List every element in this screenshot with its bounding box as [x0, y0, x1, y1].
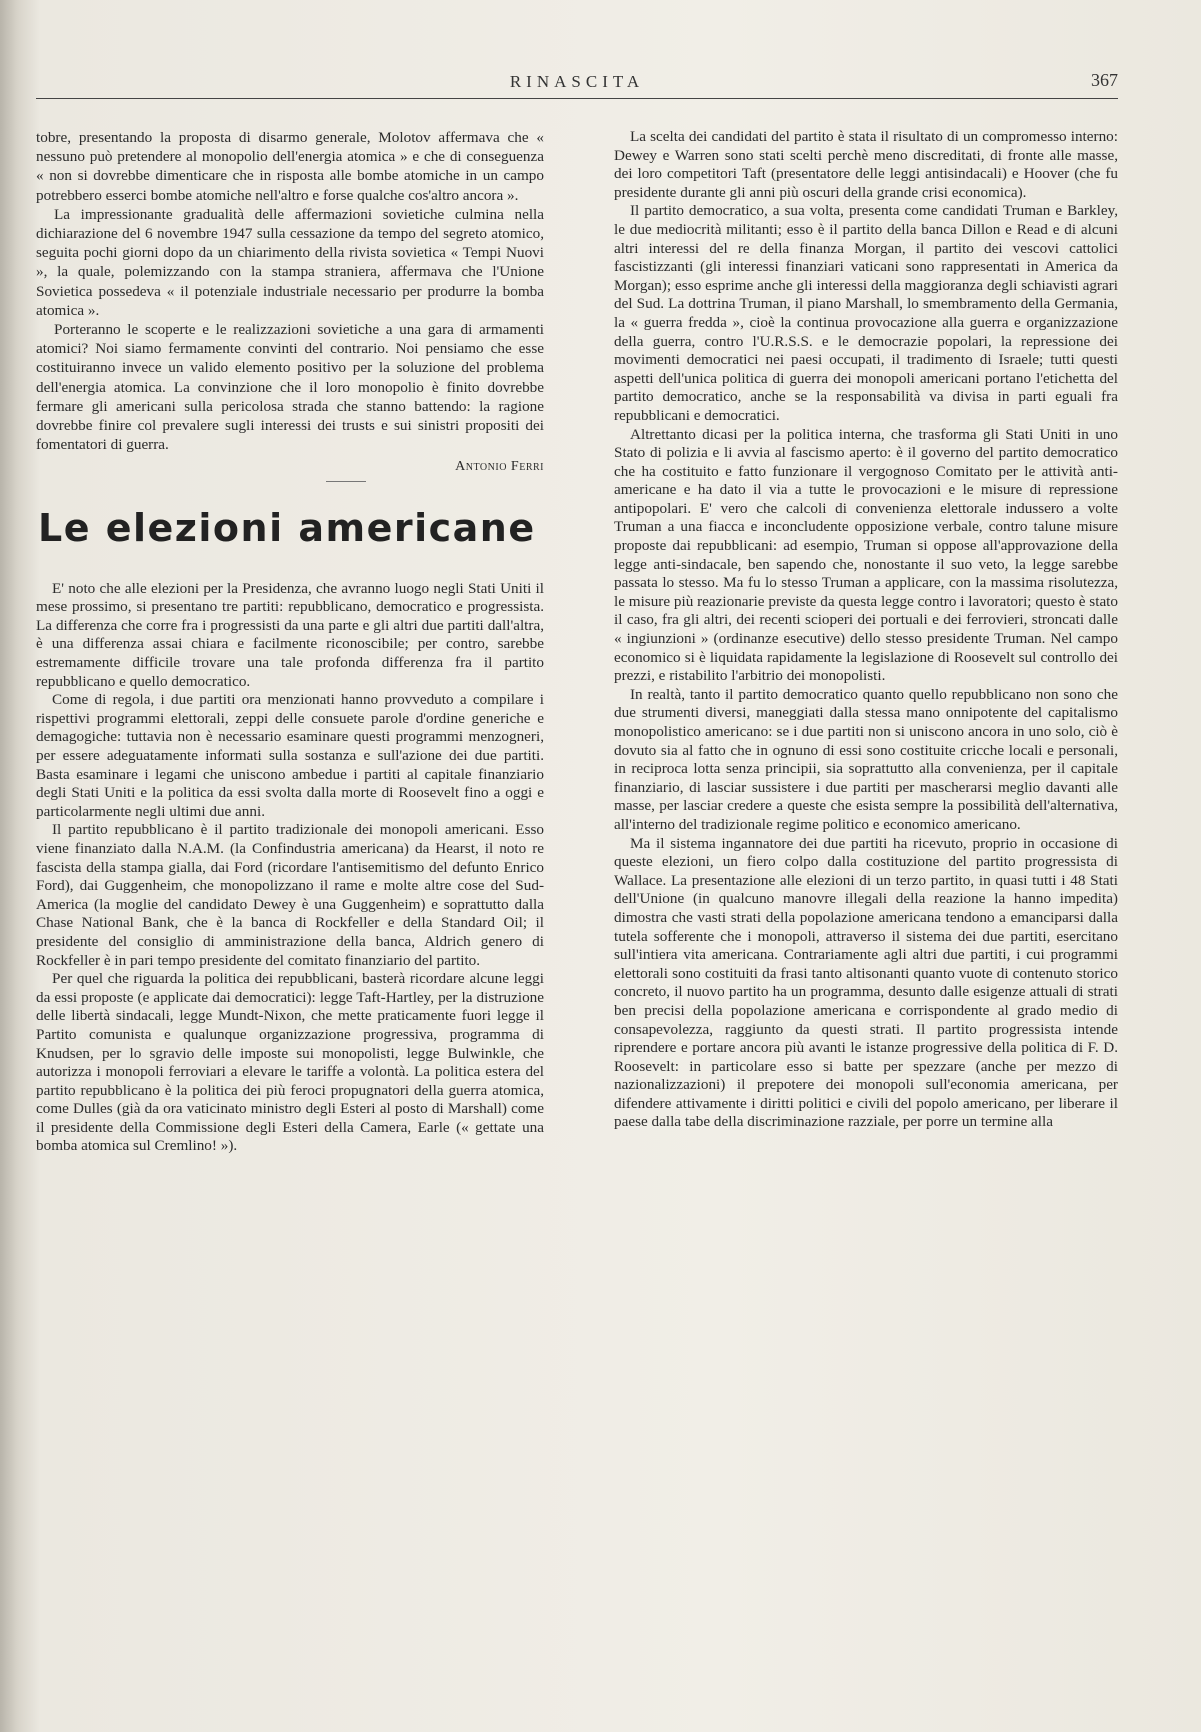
page-number: 367: [1091, 70, 1118, 90]
article-paragraph: E' noto che alle elezioni per la Presidenza, che avranno luogo negli Stati Uniti il mese prossimo, si presentano tre partiti: repubblicano, democratico e progressista. La differenza che corre fra i progressisti da una parte e gli altri due partiti dall'altra, è una differenza assai chiara e facilmente riconoscibile; per contro, sarebbe estremamente difficile trovare una tale profonda differenza fra il partito repubblicano e quello democratico.: [36, 579, 544, 690]
article-paragraph: Ma il sistema ingannatore dei due partiti ha ricevuto, proprio in occasione di queste elezioni, un fiero colpo dalla costituzione del partito progressista di Wallace. La presentazione alle elezioni di un terzo partito, in quasi tutti i 48 Stati dell'Unione (in qualcuno manovre illegali della reazione la hanno impedita) dimostra che vasti strati della popolazione americana tendono a emanciparsi dalla tutela sofferente che i monopoli, attraverso il sistema dei due partiti, esercitano sull'intiera vita americana. Contrariamente agli altri due partiti, i cui programmi elettorali sono costituiti da frasi tanto altisonanti quanto vuote di contenuto storico concreto, il nuovo partito ha un programma, desunto dalle esigenze attuali di strati ben precisi della popolazione americana e corrispondente al grado medio di consapevolezza, raggiunto da questi strati. Il partito progressista intende riprendere e portare ancora più avanti le istanze progressive della politica di F. D. Roosevelt: in particolare esso si batte per spezzare (anche per mezzo di nazionalizzazioni) il prepotere dei monopoli sull'economia americana, per difendere attivamente i diritti politici e civili del popolo americano, per liberare il paese dalla tabe della discriminazione razziale, per porre un termine alla: [614, 834, 1118, 1131]
prev-article-paragraph: tobre, presentando la proposta di disarmo generale, Molotov affermava che « nessuno può pretendere al monopolio dell'energia atomica » e che di conseguenza « non si dovrebbe dimenticare che in risposta alle bombe atomiche in un campo potrebbero esserci bombe atomiche nell'altro e forse qualche cos'altro ancora ».: [36, 129, 544, 204]
prev-article-paragraph: La impressionante gradualità delle affermazioni sovietiche culmina nella dichiarazione del 6 novembre 1947 sulla cessazione da tempo del segreto atomico, seguita pochi giorni dopo da un chiarimento della rivista sovietica « Tempi Nuovi », la quale, polemizzando con la stampa straniera, affermava che l'Unione Sovietica possedeva « il potenziale industriale necessario per produrre la bomba atomica ».: [36, 205, 544, 319]
page-header: [36, 70, 1118, 100]
right-column: [614, 128, 1118, 1132]
article-paragraph: In realtà, tanto il partito democratico quanto quello repubblicano non sono che due strumenti diversi, maneggiati dalla stessa mano onnipotente del capitalismo monopolistico americano: se i due partiti non si uniscono ancora in uno solo, ciò è dovuto sia al fatto che in ognuno di essi sono costituite cricche locali e personali, in reciproca lotta senza principii, sia soprattutto alla convenienza, per il capitale finanziario, di lasciar sussistere i due partiti per mascherarsi meglio davanti alle masse, per lasciar credere a queste che esista sempre la possibilità dell'alternativa, all'interno del tradizionale regime politico e economico americano.: [614, 685, 1118, 833]
article-body-left: [36, 580, 544, 1156]
section-separator: [326, 481, 366, 482]
article-headline: Le elezioni americane: [38, 505, 536, 550]
article-paragraph: Come di regola, i due partiti ora menzionati hanno provveduto a compilare i rispettivi programmi elettorali, zeppi delle consuete parole d'ordine generiche e demagogiche: tuttavia non è necessario esaminare questi programmi menzogneri, per essere adeguatamente informati sulla sostanza e sull'azione dei due partiti. Basta esaminare i legami che uniscono ambedue i partiti al capitale finanziario degli Stati Uniti e la politica da essi svolta dalla morte di Roosevelt fino a oggi e particolarmente negli ultimi due anni.: [36, 691, 544, 820]
article-paragraph: La scelta dei candidati del partito è stata il risultato di un compromesso interno: Dewey e Warren sono stati scelti perchè meno discreditati, di fronte alle masse, dei loro competitori Taft (presentatore delle leggi antisindacali) e Hoover (che fu presidente durante gli anni più oscuri della grande crisi economica).: [614, 128, 1118, 201]
prev-article-paragraph: Porteranno le scoperte e le realizzazioni sovietiche a una gara di armamenti atomici? Noi siamo fermamente convinti del contrario. Noi pensiamo che esse costituiranno invece un valido elemento positivo per la soluzione del problema dell'energia atomica. La convinzione che il loro monopolio è finito dovrebbe fermare gli americani sulla pericolosa strada che stanno battendo: la ragione dovrebbe finire col prevalere sugli interessi dei trusts e sui sinistri propositi dei fomentatori di guerra.: [36, 321, 544, 454]
author-signature: Antonio Ferri: [455, 459, 544, 475]
left-column: [36, 128, 544, 1156]
header-rule: [36, 98, 1118, 99]
article-paragraph: Per quel che riguarda la politica dei repubblicani, basterà ricordare alcune leggi da essi proposte (e applicate dai democratici): legge Taft-Hartley, per la distruzione delle libertà sindacali, legge Mundt-Nixon, che mette praticamente fuori legge il Partito comunista e qualunque organizzazione progressiva, programma di Knudsen, per lo sgravio delle imposte sui monopolisti, legge Bulwinkle, che autorizza i monopoli ferroviari a elevare le tariffe a volontà. La politica estera del partito repubblicano è la politica dei più feroci propugnatori della guerra atomica, come Dulles (già da ora vaticinato ministro degli Esteri al posto di Marshall) come il presidente della Commissione degli Esteri della Camera, Earle (« gettate una bomba atomica sul Cremlino! »).: [36, 970, 544, 1155]
article-paragraph: Il partito repubblicano è il partito tradizionale dei monopoli americani. Esso viene finanziato dalla N.A.M. (la Confindustria americana) da Hearst, il noto re fascista della stampa gialla, dai Ford (ricordare l'antisemitismo del defunto Enrico Ford), dai Guggenheim, che monopolizzano il rame e molte altre cose del Sud-America (la moglie del candidato Dewey è una Guggenheim) e soprattutto dalla Chase National Bank, che è la banca di Rockfeller e della Standard Oil; il presidente del consiglio di amministrazione della banca, Aldrich genero di Rockfeller è in pari tempo presidente del comitato finanziario del partito.: [36, 821, 544, 969]
running-title: RINASCITA: [509, 72, 645, 91]
article-paragraph: Il partito democratico, a sua volta, presenta come candidati Truman e Barkley, le due mediocrità militanti; esso è il partito della banca Dillon e Read e di alcuni altri interessi del re della finanza Morgan, il partito dei vescovi cattolici fascistizzanti (gli interessi finanziari vaticani sono rappresentati in America da Morgan); esso esprime anche gli interessi della maggioranza degli schiavisti agrari del Sud. La dottrina Truman, il piano Marshall, lo smembramento della Germania, la « guerra fredda », cioè la continua provocazione alla guerra e organizzazione della guerra, contro l'U.R.S.S. e le democrazie popolari, la repressione dei movimenti democratici nei paesi occupati, il tradimento di Israele; tutti questi aspetti dell'unica politica di guerra dei monopoli americani portano l'etichetta del partito democratico, anche se la responsabilità va divisa in parti eguali fra repubblicani e democratici.: [614, 202, 1118, 424]
article-paragraph: Altrettanto dicasi per la politica interna, che trasforma gli Stati Uniti in uno Stato di polizia e li avvia al fascismo aperto: è il governo del partito democratico che ha costituito e fatto funzionare il vergognoso Comitato per le attività anti-americane e ha dato il via a tutte le provocazioni e le misure di repressione antipopolari. E' vero che calcoli di convenienza elettorale indussero a volte Truman a una fiacca e inconcludente opposizione verbale, contro talune misure proposte dai repubblicani: ad esempio, Truman si oppose all'approvazione della legge anti-sindacale, ben sapendo che, nonostante il suo veto, la legge sarebbe passata lo stesso. Ma fu lo stesso Truman a applicare, con la massima risolutezza, le misure più reazionarie previste da questa legge contro i lavoratori; questo è stato il caso, fra gli altri, dei recenti scioperi dei portuali e dei ferrovieri, stroncati dalle « ingiunzioni » (ordinanze esecutive) dello stesso presidente Truman. Nel campo economico si è liquidata rapidamente la legislazione di Roosevelt sul controllo dei prezzi, e ristabilito l'arbitrio dei monopolisti.: [614, 425, 1118, 685]
